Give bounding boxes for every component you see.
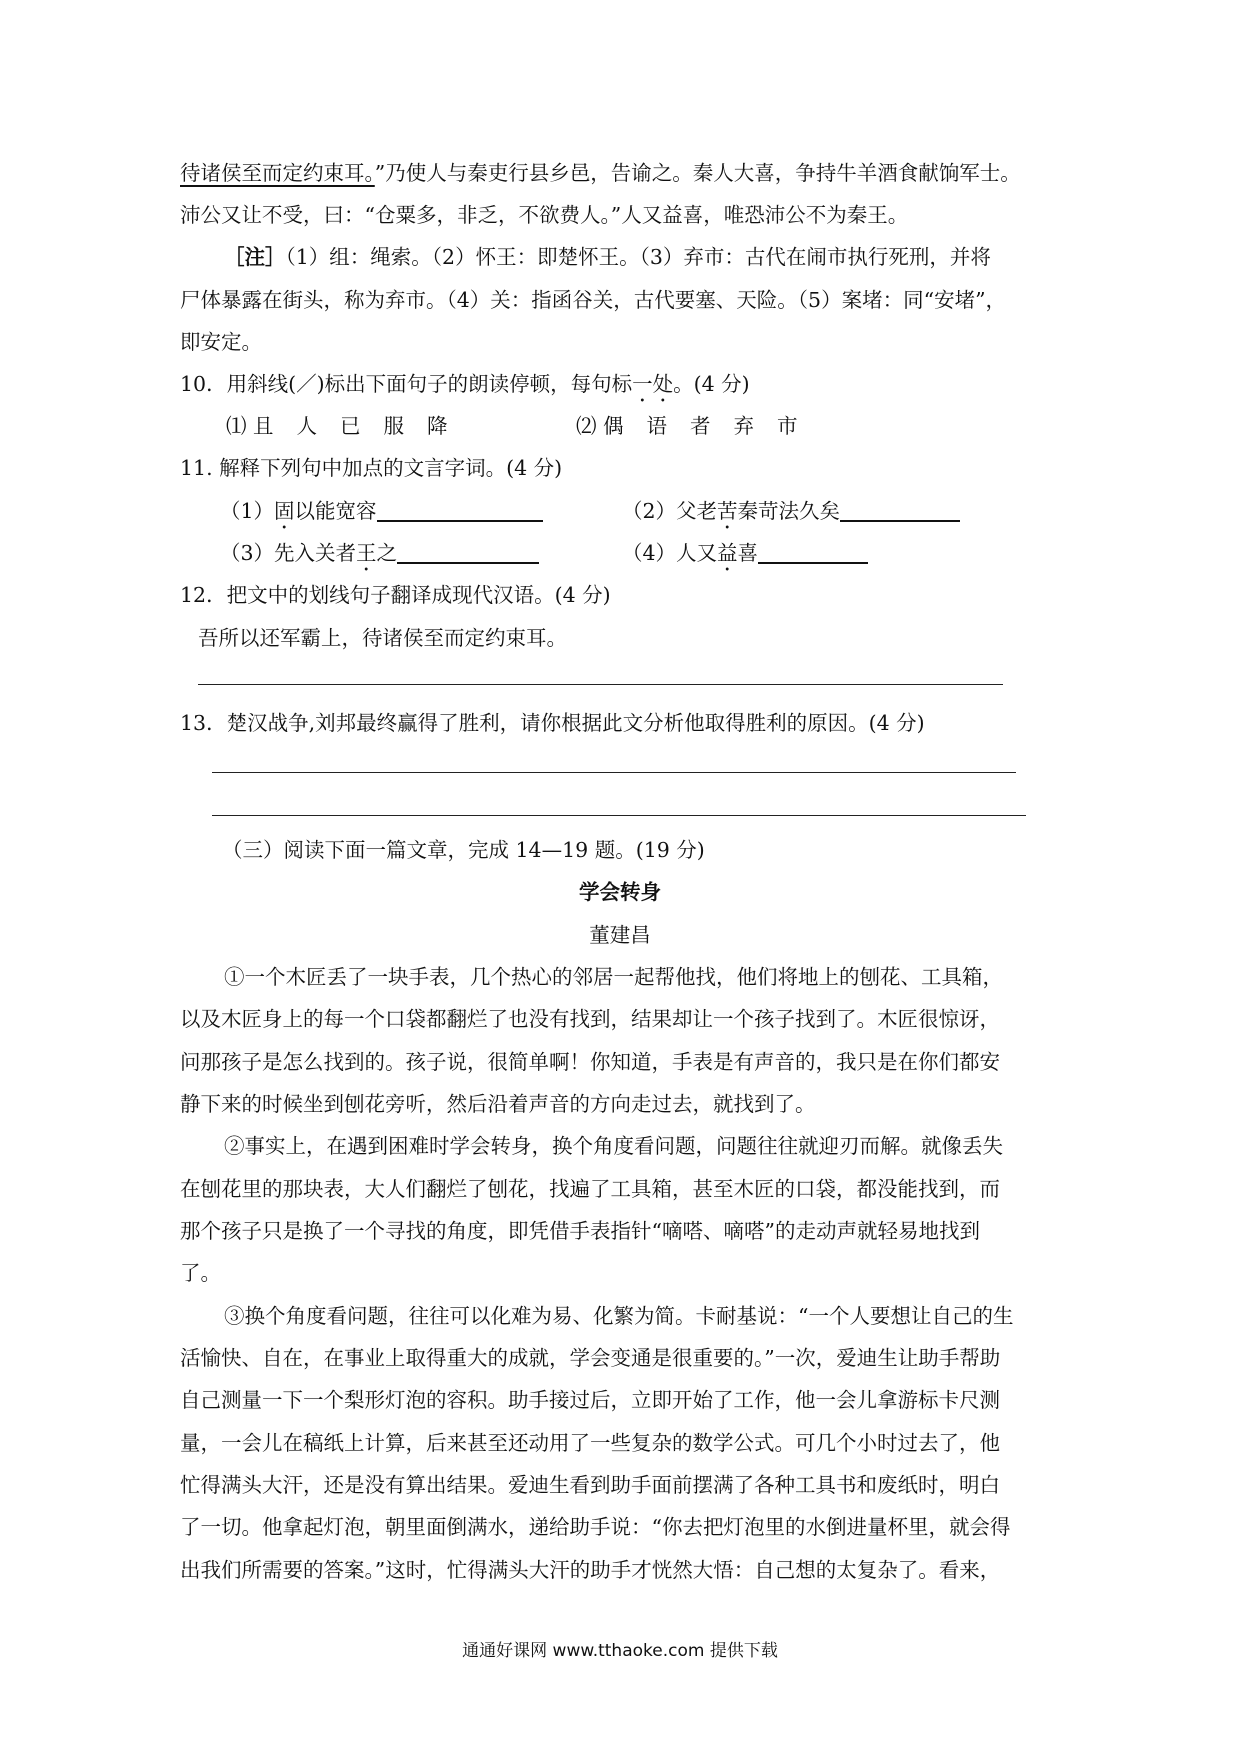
page-footer: 通通好课网 www.tthaoke.com 提供下载 [462,1641,778,1661]
answer-line[interactable] [212,772,1016,773]
article-title: 学会转身 [579,880,661,904]
answer-line[interactable] [198,684,1003,685]
question-12-stem: 12．把文中的划线句子翻译成现代汉语。(4 分) [180,583,611,607]
paragraph-3-line: 出我们所需要的答案。”这时，忙得满头大汗的助手才恍然大悟：自己想的太复杂了。看来， [180,1558,1001,1582]
answer-blank[interactable] [840,498,960,522]
paragraph-3-line: ③换个角度看问题，往往可以化难为易、化繁为简。卡耐基说：“一个人要想让自己的生 [224,1304,1014,1328]
paragraph-2-line: 在刨花里的那块表，大人们翻烂了刨花，找遍了工具箱，甚至木匠的口袋，都没能找到，而 [180,1177,1000,1201]
question-11-item-4: （4）人又益喜 [622,538,868,576]
question-11-item-3: （3）先入关者王之 [220,538,539,576]
question-10-item-2: ⑵ 偶语者弃市 [576,414,821,438]
underlined-sentence: 待诸侯至而定约束耳。 [180,161,375,185]
question-11-item-1: （1）固以能宽容 [220,496,543,534]
paragraph-3-line: 了一切。他拿起灯泡，朝里面倒满水，递给助手说：“你去把灯泡里的水倒进量杯里，就会得 [180,1515,1011,1539]
section-3-heading: （三）阅读下面一篇文章，完成 14—19 题。(19 分) [222,838,705,862]
question-11-stem: 11. 解释下列句中加点的文言字词。(4 分) [180,456,563,480]
paragraph-2-line: 那个孩子只是换了一个寻找的角度，即凭借手表指针“嘀嗒、嘀嗒”的走动声就轻易地找到 [180,1219,980,1243]
answer-blank[interactable] [758,540,868,564]
answer-blank[interactable] [397,540,539,564]
answer-line[interactable] [212,815,1026,816]
answer-blank[interactable] [377,498,543,522]
article-author: 董建昌 [589,923,651,947]
question-13-stem: 13．楚汉战争,刘邦最终赢得了胜利，请你根据此文分析他取得胜利的原因。(4 分) [180,711,925,735]
question-10-stem: 10．用斜线(／)标出下面句子的朗读停顿，每句标一处。(4 分) [180,372,750,396]
notes-label: ［注］ [224,245,286,269]
notes-line-1: ［注］（1）组：绳索。（2）怀王：即楚怀王。（3）弃市：古代在闹市执行死刑，并将 [224,245,991,269]
paragraph-3-line: 自己测量一下一个梨形灯泡的容积。助手接过后，立即开始了工作，他一会儿拿游标卡尺测 [180,1388,1000,1412]
notes-line-2: 尸体暴露在街头，称为弃市。（4）关：指函谷关，古代要塞、天险。（5）案堵：同“安堵”， [180,288,1007,312]
paragraph-1-line: 问那孩子是怎么找到的。孩子说，很简单啊！你知道，手表是有声音的，我只是在你们都安 [180,1050,1000,1074]
paragraph-3-line: 量，一会儿在稿纸上计算，后来甚至还动用了一些复杂的数学公式。可几个小时过去了，他 [180,1431,1000,1455]
paragraph-1-line: 以及木匠身上的每一个口袋都翻烂了也没有找到，结果却让一个孩子找到了。木匠很惊讶， [180,1007,1000,1031]
paragraph-1-line: ①一个木匠丢了一块手表，几个热心的邻居一起帮他找，他们将地上的刨花、工具箱， [224,965,1003,989]
notes-line-3: 即安定。 [180,330,262,354]
paragraph-3-line: 忙得满头大汗，还是没有算出结果。爱迪生看到助手面前摆满了各种工具书和废纸时，明白 [180,1473,1000,1497]
paragraph-2-line: ②事实上，在遇到困难时学会转身，换个角度看问题，问题往往就迎刃而解。就像丢失 [224,1134,1003,1158]
paragraph-3-line: 活愉快、自在，在事业上取得重大的成就，学会变通是很重要的。”一次，爱迪生让助手帮助 [180,1346,1001,1370]
question-10-item-1: ⑴ 且人已服降 [226,414,471,438]
passage-line-1: 待诸侯至而定约束耳。”乃使人与秦吏行县乡邑，告谕之。秦人大喜，争持牛羊酒食献饷军士。 [180,161,1021,185]
paragraph-2-line: 了。 [180,1261,221,1285]
question-12-sentence: 吾所以还军霸上，待诸侯至而定约束耳。 [198,626,567,650]
paragraph-1-line: 静下来的时候坐到刨花旁听，然后沿着声音的方向走过去，就找到了。 [180,1092,816,1116]
passage-line-2: 沛公又让不受，曰：“仓粟多，非乏，不欲费人。”人又益喜，唯恐沛公不为秦王。 [180,203,909,227]
question-11-item-2: （2）父老苦秦苛法久矣 [622,496,960,534]
